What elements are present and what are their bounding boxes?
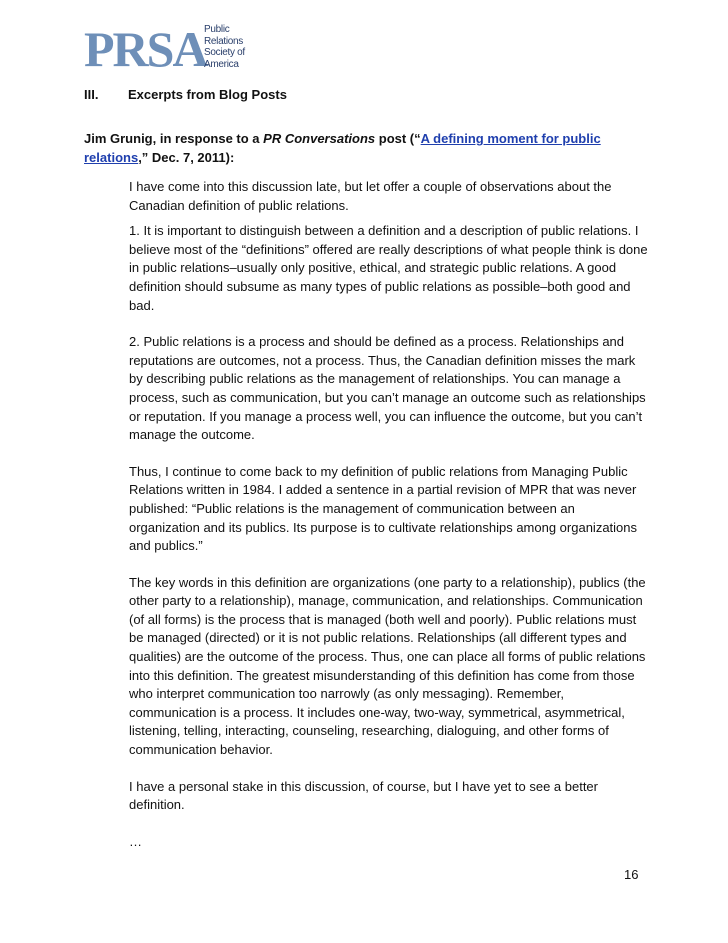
logo-word: America [204,58,239,70]
paragraph: I have a personal stake in this discussion, of course, but I have yet to see a better definition. [129,778,598,813]
excerpt-body [129,178,649,851]
attribution-suffix: ,” Dec. 7, 2011): [138,150,235,165]
logo-word: Relations [204,35,243,47]
paragraph: Thus, I continue to come back to my definition of public relations from Managing Public Relations written in 1984. I added a sentence in a partial revision of MPR that was never published: “Public relations is the management of communication between an organization and its publics. Its purpose is to cultivate relationships among organizations and publics.” [129,463,638,554]
paragraph: 1. It is important to distinguish between a definition and a description of public relations. I believe most of the “definitions” offered are really descriptions of what people think is done in public relations–usually only positive, ethical, and strategic public relations. A good definition should subsume as many types of public relations as possible–both good and bad. [129,223,648,313]
logo-wordmark [204,24,245,70]
section-number: III. [84,87,99,102]
blog-post-link[interactable]: A defining moment for public relations [84,131,601,165]
paragraph: 2. Public relations is a process and should be defined as a process. Relationships and reputations are outcomes, not a process. Thus, the Canadian definition misses the mark by describing public relations as the management of relationships. You can manage a process, such as communication, but you can’t manage an outcome such as relationships or reputation. If you manage a process well, you can influence the outcome, but you can’t manage the outcome. [129,334,646,443]
paragraph: The key words in this definition are organizations (one party to a relationship), publics (the other party to a relationship), manage, communication, and relationships. Communication (of all forms) is the process that is managed (both well and poorly). Public relations must be managed (directed) or it is not public relations. Relationships (all different types and qualities) are the outcome of the process. Thus, one can place all forms of public relations into this definition. The greatest misunderstanding of this definition has come from those who interpret communication too narrowly (as only messaging). Remember, communication is a process. It includes one-way, two-way, symmetrical, asymmetrical, listening, telling, interacting, counseling, researching, dialoguing, and other forms of communication behavior. [129,574,646,758]
logo-word: Public [204,24,230,35]
publication-name: PR Conversations [263,131,376,146]
logo-word: Society of [204,47,245,58]
ellipsis: … [129,833,142,849]
section-title: Excerpts from Blog Posts [128,87,287,102]
paragraph: I have come into this discussion late, but let offer a couple of observations about the Canadian definition of public relations. [129,179,612,213]
section-heading [84,86,287,104]
prsa-logo [84,22,254,76]
logo-mark: PRSA [84,21,207,77]
attribution-prefix: Jim Grunig, in response to a [84,131,264,146]
blog-attribution [84,129,644,167]
attribution-middle: post (“ [375,131,421,146]
page-number: 16 [624,867,639,882]
